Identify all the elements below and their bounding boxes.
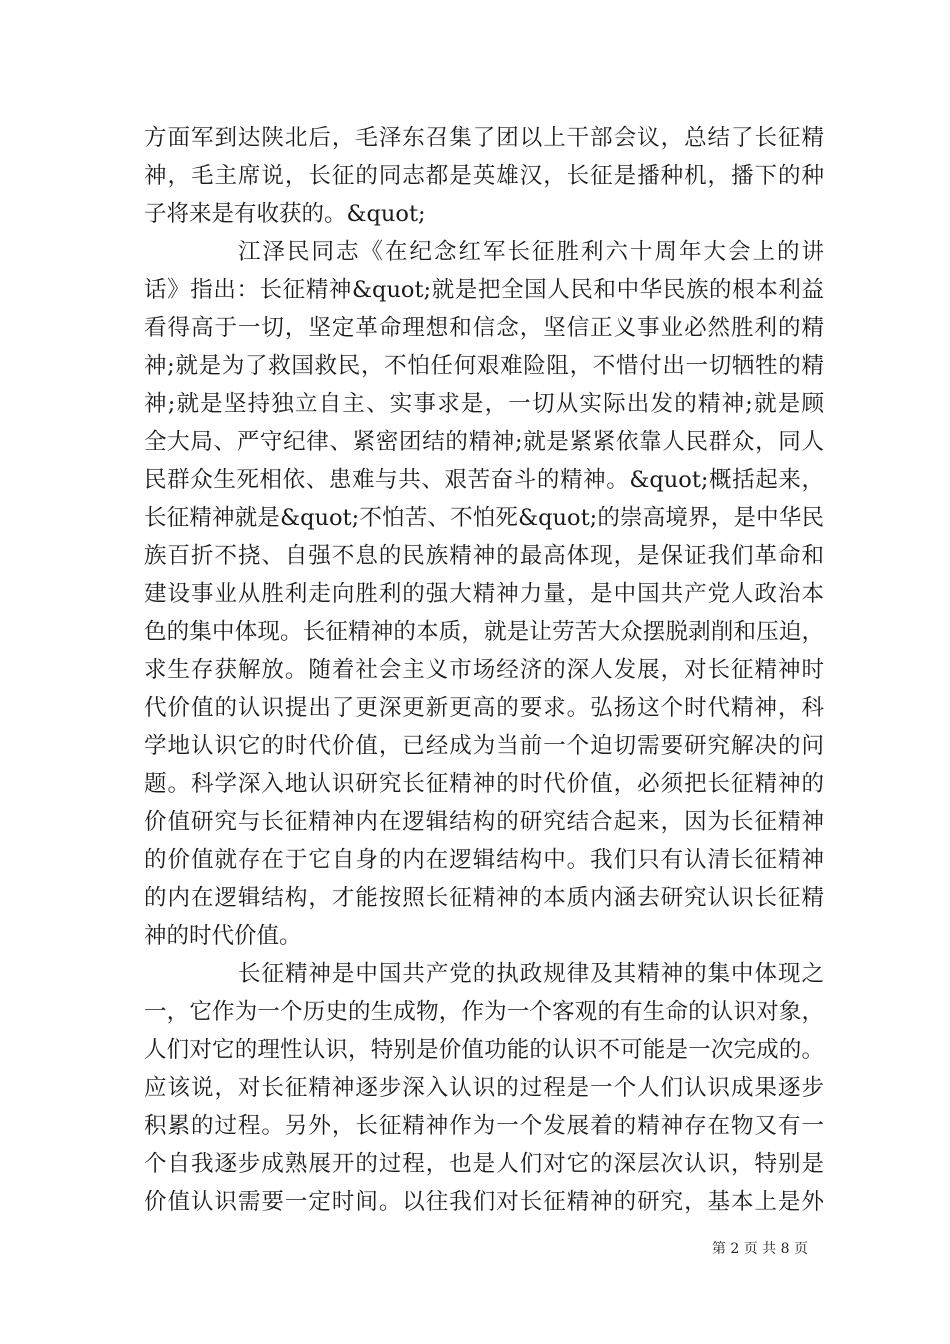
text-line: 求生存获解放。随着社会主义市场经济的深人发展，对长征精神时 bbox=[144, 657, 824, 683]
paragraph-start-line: 江泽民同志《在纪念红军长征胜利六十周年大会上的讲 bbox=[238, 239, 824, 265]
text-line: 色的集中体现。长征精神的本质，就是让劳苦大众摆脱剥削和压迫， bbox=[144, 619, 824, 645]
text-line: 代价值的认识提出了更深更新更高的要求。弘扬这个时代精神，科 bbox=[144, 695, 824, 721]
paragraph-start-line: 长征精神是中国共产党的执政规律及其精神的集中体现之 bbox=[238, 961, 824, 987]
text-line: 建设事业从胜利走向胜利的强大精神力量，是中国共产党人政治本 bbox=[144, 581, 824, 607]
text-line: 神;就是为了救国救民，不怕任何艰难险阻，不惜付出一切牺牲的精 bbox=[144, 353, 824, 379]
text-line: 价值认识需要一定时间。以往我们对长征精神的研究，基本上是外 bbox=[144, 1189, 824, 1215]
text-line: 的价值就存在于它自身的内在逻辑结构中。我们只有认清长征精神 bbox=[144, 847, 824, 873]
text-line: 族百折不挠、自强不息的民族精神的最高体现，是保证我们革命和 bbox=[144, 543, 824, 569]
text-line: 长征精神就是&quot;不怕苦、不怕死&quot;的崇高境界，是中华民 bbox=[144, 505, 824, 531]
text-line: 积累的过程。另外，长征精神作为一个发展着的精神存在物又有一 bbox=[144, 1113, 824, 1139]
text-line: 话》指出：长征精神&quot;就是把全国人民和中华民族的根本利益 bbox=[144, 277, 824, 303]
text-line: 一，它作为一个历史的生成物，作为一个客观的有生命的认识对象， bbox=[144, 999, 824, 1025]
text-line: 神;就是坚持独立自主、实事求是，一切从实际出发的精神;就是顾 bbox=[144, 391, 824, 417]
text-line: 应该说，对长征精神逐步深入认识的过程是一个人们认识成果逐步 bbox=[144, 1075, 824, 1101]
text-line: 看得高于一切，坚定革命理想和信念，坚信正义事业必然胜利的精 bbox=[144, 315, 824, 341]
page-number-footer: 第 2 页 共 8 页 bbox=[711, 1241, 808, 1257]
text-line: 价值研究与长征精神内在逻辑结构的研究结合起来，因为长征精神 bbox=[144, 809, 824, 835]
text-line: 个自我逐步成熟展开的过程，也是人们对它的深层次认识，特别是 bbox=[144, 1151, 824, 1177]
text-line: 神，毛主席说，长征的同志都是英雄汉，长征是播种机，播下的种 bbox=[144, 163, 824, 189]
text-line: 子将来是有收获的。&quot; bbox=[144, 201, 426, 227]
text-line: 全大局、严守纪律、紧密团结的精神;就是紧紧依靠人民群众，同人 bbox=[144, 429, 824, 455]
text-line: 神的时代价值。 bbox=[144, 923, 302, 949]
text-line: 学地认识它的时代价值，已经成为当前一个迫切需要研究解决的问 bbox=[144, 733, 824, 759]
text-line: 方面军到达陕北后，毛泽东召集了团以上干部会议，总结了长征精 bbox=[144, 125, 824, 151]
text-line: 的内在逻辑结构，才能按照长征精神的本质内涵去研究认识长征精 bbox=[144, 885, 824, 911]
text-line: 人们对它的理性认识，特别是价值功能的认识不可能是一次完成的。 bbox=[144, 1037, 824, 1063]
text-line: 题。科学深入地认识研究长征精神的时代价值，必须把长征精神的 bbox=[144, 771, 824, 797]
text-line: 民群众生死相依、患难与共、艰苦奋斗的精神。&quot;概括起来， bbox=[144, 467, 824, 493]
